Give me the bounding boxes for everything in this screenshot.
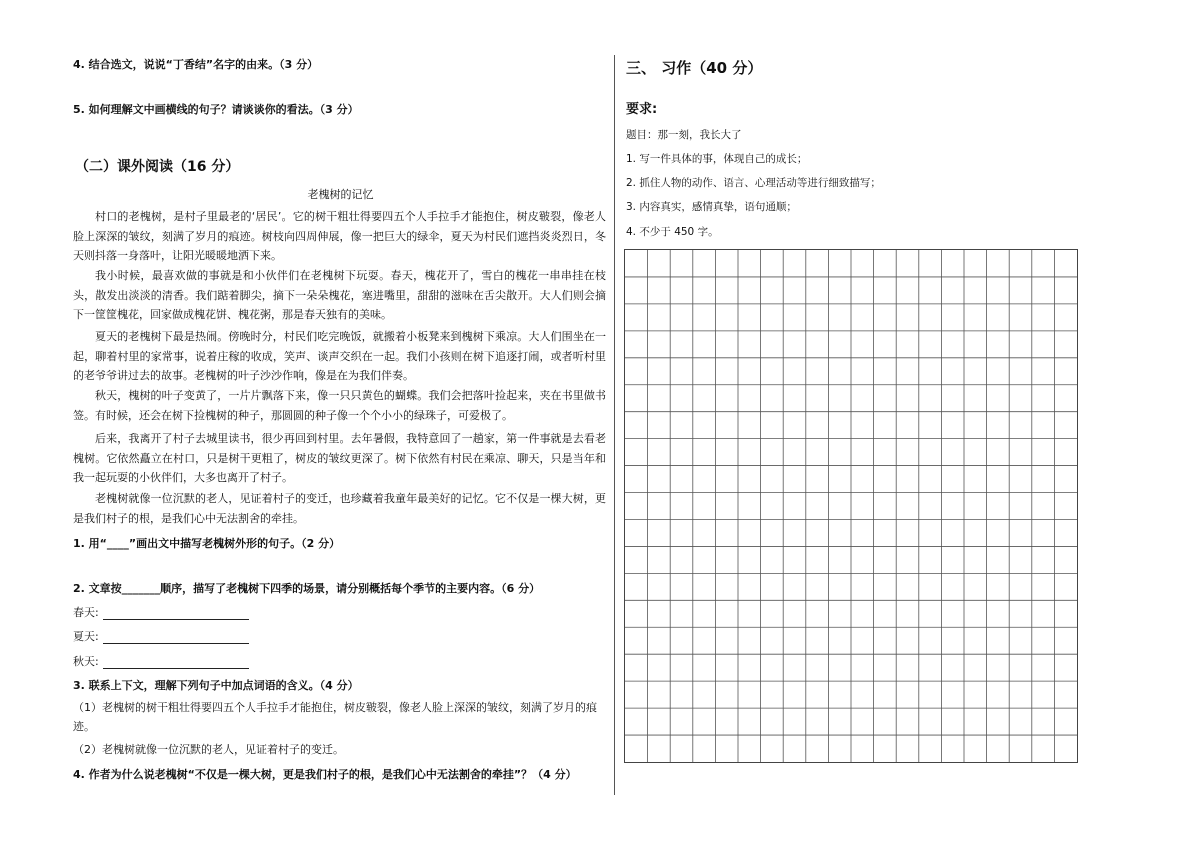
writing-grid-lines [625, 250, 1077, 762]
passage-paragraph-1: 村口的老槐树，是村子里最老的‘居民’。它的树干粗壮得要四五个人手拉手才能抱住，树皮皲裂，像老人脸上深深的皱纹，刻满了岁月的痕迹。树枝向四周伸展，像一把巨大的绿伞，夏天为村民们遮挡炎炎烈日，冬天则抖落一身落叶，让阳光暖暖地洒下来。 [73, 210, 606, 262]
summer-blank[interactable] [103, 632, 249, 644]
composition-heading: 三、 习作（40 分） [626, 59, 763, 77]
requirements-label: 要求: [626, 102, 658, 117]
question-1: 1. 用“____”画出文中描写老槐树外形的句子。（2 分） [73, 537, 341, 550]
question-3-sub-1: （1）老槐树的树干粗壮得要四五个人手拉手才能抱住，树皮皲裂，像老人脸上深深的皱纹，刻满了岁月的痕迹。 [73, 701, 597, 733]
question-4-top: 4. 结合选文，说说“丁香结”名字的由来。（3 分） [73, 58, 319, 71]
column-divider [614, 55, 615, 795]
season-label-spring: 春天: [73, 606, 99, 619]
passage-paragraph-6: 老槐树就像一位沉默的老人，见证着村子的变迁，也珍藏着我童年最美好的记忆。它不仅是一棵大树，更是我们村子的根，是我们心中无法割舍的牵挂。 [73, 492, 606, 525]
spring-blank[interactable] [103, 608, 249, 620]
question-2: 2. 文章按_______顺序，描写了老槐树下四季的场景，请分别概括每个季节的主要内容。（6 分） [73, 582, 541, 595]
answer-line-summer[interactable] [73, 628, 249, 644]
writing-grid[interactable] [624, 249, 1078, 763]
requirement-1: 1. 写一件具体的事，体现自己的成长； [626, 153, 808, 165]
question-3: 3. 联系上下文，理解下列句子中加点词语的含义。（4 分） [73, 679, 359, 692]
passage-paragraph-2: 我小时候，最喜欢做的事就是和小伙伴们在老槐树下玩耍。春天，槐花开了，雪白的槐花一串串挂在枝头，散发出淡淡的清香。我们踮着脚尖，摘下一朵朵槐花，塞进嘴里，甜甜的滋味在舌尖散开。大人们则会摘下一筐筐槐花，回家做成槐花饼、槐花粥，那是春天独有的美味。 [73, 269, 606, 321]
passage-paragraph-4: 秋天，槐树的叶子变黄了，一片片飘落下来，像一只只黄色的蝴蝶。我们会把落叶捡起来，夹在书里做书签。有时候，还会在树下捡槐树的种子，那圆圆的种子像一个个小小的绿珠子，可爱极了。 [73, 389, 606, 422]
composition-topic: 题目：那一刻，我长大了 [626, 129, 742, 141]
answer-line-spring[interactable] [73, 604, 249, 620]
season-label-summer: 夏天: [73, 630, 99, 643]
requirement-2: 2. 抓住人物的动作、语言、心理活动等进行细致描写； [626, 177, 881, 189]
passage-paragraph-3: 夏天的老槐树下最是热闹。傍晚时分，村民们吃完晚饭，就搬着小板凳来到槐树下乘凉。大人们围坐在一起，聊着村里的家常事，说着庄稼的收成，笑声、谈声交织在一起。我们小孩则在树下追逐打闹，或者听村里的老爷爷讲过去的故事。老槐树的叶子沙沙作响，像是在为我们伴奏。 [73, 330, 606, 382]
requirement-4: 4. 不少于 450 字。 [626, 226, 719, 238]
section-heading-extracurricular: （二）课外阅读（16 分） [75, 159, 240, 175]
passage-title: 老槐树的记忆 [307, 188, 374, 201]
question-3-sub-2: （2）老槐树就像一位沉默的老人，见证着村子的变迁。 [73, 743, 344, 756]
question-5-top: 5. 如何理解文中画横线的句子？请谈谈你的看法。（3 分） [73, 103, 359, 116]
answer-line-autumn[interactable] [73, 653, 249, 669]
passage-paragraph-5: 后来，我离开了村子去城里读书，很少再回到村里。去年暑假，我特意回了一趟家，第一件事就是去看老槐树。它依然矗立在村口，只是树干更粗了，树皮的皱纹更深了。树下依然有村民在乘凉、聊天，只是当年和我一起玩耍的小伙伴们，大多也离开了村子。 [73, 432, 606, 484]
question-4: 4. 作者为什么说老槐树“不仅是一棵大树，更是我们村子的根，是我们心中无法割舍的牵挂”？（4 分） [73, 768, 577, 781]
autumn-blank[interactable] [103, 657, 249, 669]
requirement-3: 3. 内容真实，感情真挚，语句通顺； [626, 201, 797, 213]
season-label-autumn: 秋天: [73, 655, 99, 668]
